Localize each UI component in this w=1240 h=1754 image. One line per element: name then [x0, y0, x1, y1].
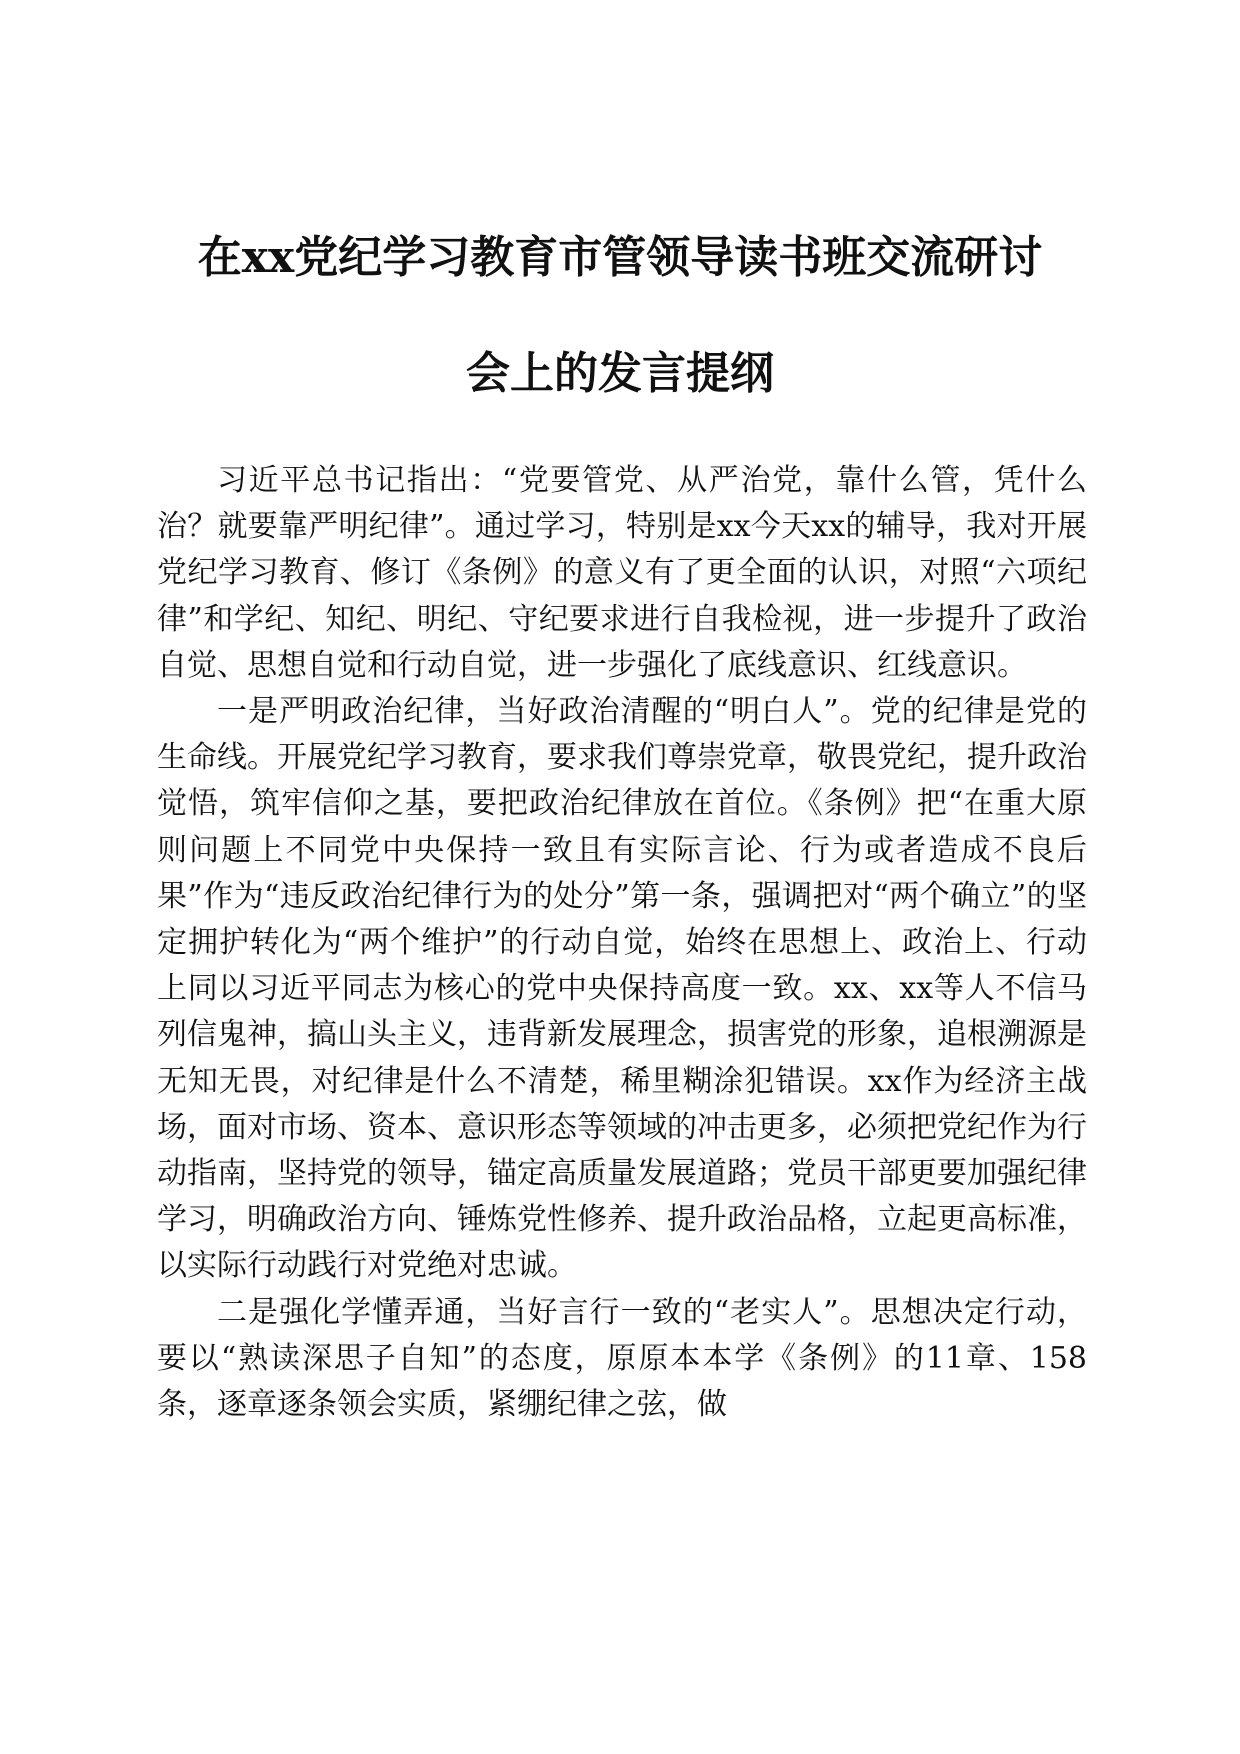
document-title-line-2: 会上的发言提纲	[466, 348, 774, 399]
paragraph-study-thoroughly: 二是强化学懂弄通，当好言行一致的“老实人”。思想决定行动，要以“熟读深思子自知”的态度，原原本本学《条例》的11章、158条，逐章逐条领会实质，紧绷纪律之弦，做	[157, 1294, 1087, 1423]
paragraph-political-discipline: 一是严明政治纪律，当好政治清醒的“明白人”。党的纪律是党的生命线。开展党纪学习教育，要求我们尊崇党章，敬畏党纪，提升政治觉悟，筑牢信仰之基，要把政治纪律放在首位。《条例》把“在重大原则问题上不同党中央保持一致且有实际言论、行为或者造成不良后果”作为“违反政治纪律行为的处分”第一条，强调把对“两个确立”的坚定拥护转化为“两个维护”的行动自觉，始终在思想上、政治上、行动上同以习近平同志为核心的党中央保持高度一致。xx、xx等人不信马列信鬼神，搞山头主义，违背新发展理念，损害党的形象，追根溯源是无知无畏，对纪律是什么不清楚，稀里糊涂犯错误。xx作为经济主战场，面对市场、资本、意识形态等领域的冲击更多，必须把党纪作为行动指南，坚持党的领导，锚定高质量发展道路；党员干部更要加强纪律学习，明确政治方向、锤炼党性修养、提升政治品格，立起更高标准，以实际行动践行对党绝对忠诚。	[157, 694, 1087, 1284]
paragraph-intro: 习近平总书记指出：“党要管党、从严治党，靠什么管，凭什么治？就要靠严明纪律”。通过学习，特别是xx今天xx的辅导，我对开展党纪学习教育、修订《条例》的意义有了更全面的认识，对照“六项纪律”和学纪、知纪、明纪、守纪要求进行自我检视，进一步提升了政治自觉、思想自觉和行动自觉，进一步强化了底线意识、红线意识。	[157, 463, 1087, 683]
document-body	[157, 458, 1087, 1428]
document-title-line-1: 在xx党纪学习教育市管领导读书班交流研讨	[197, 232, 1043, 283]
